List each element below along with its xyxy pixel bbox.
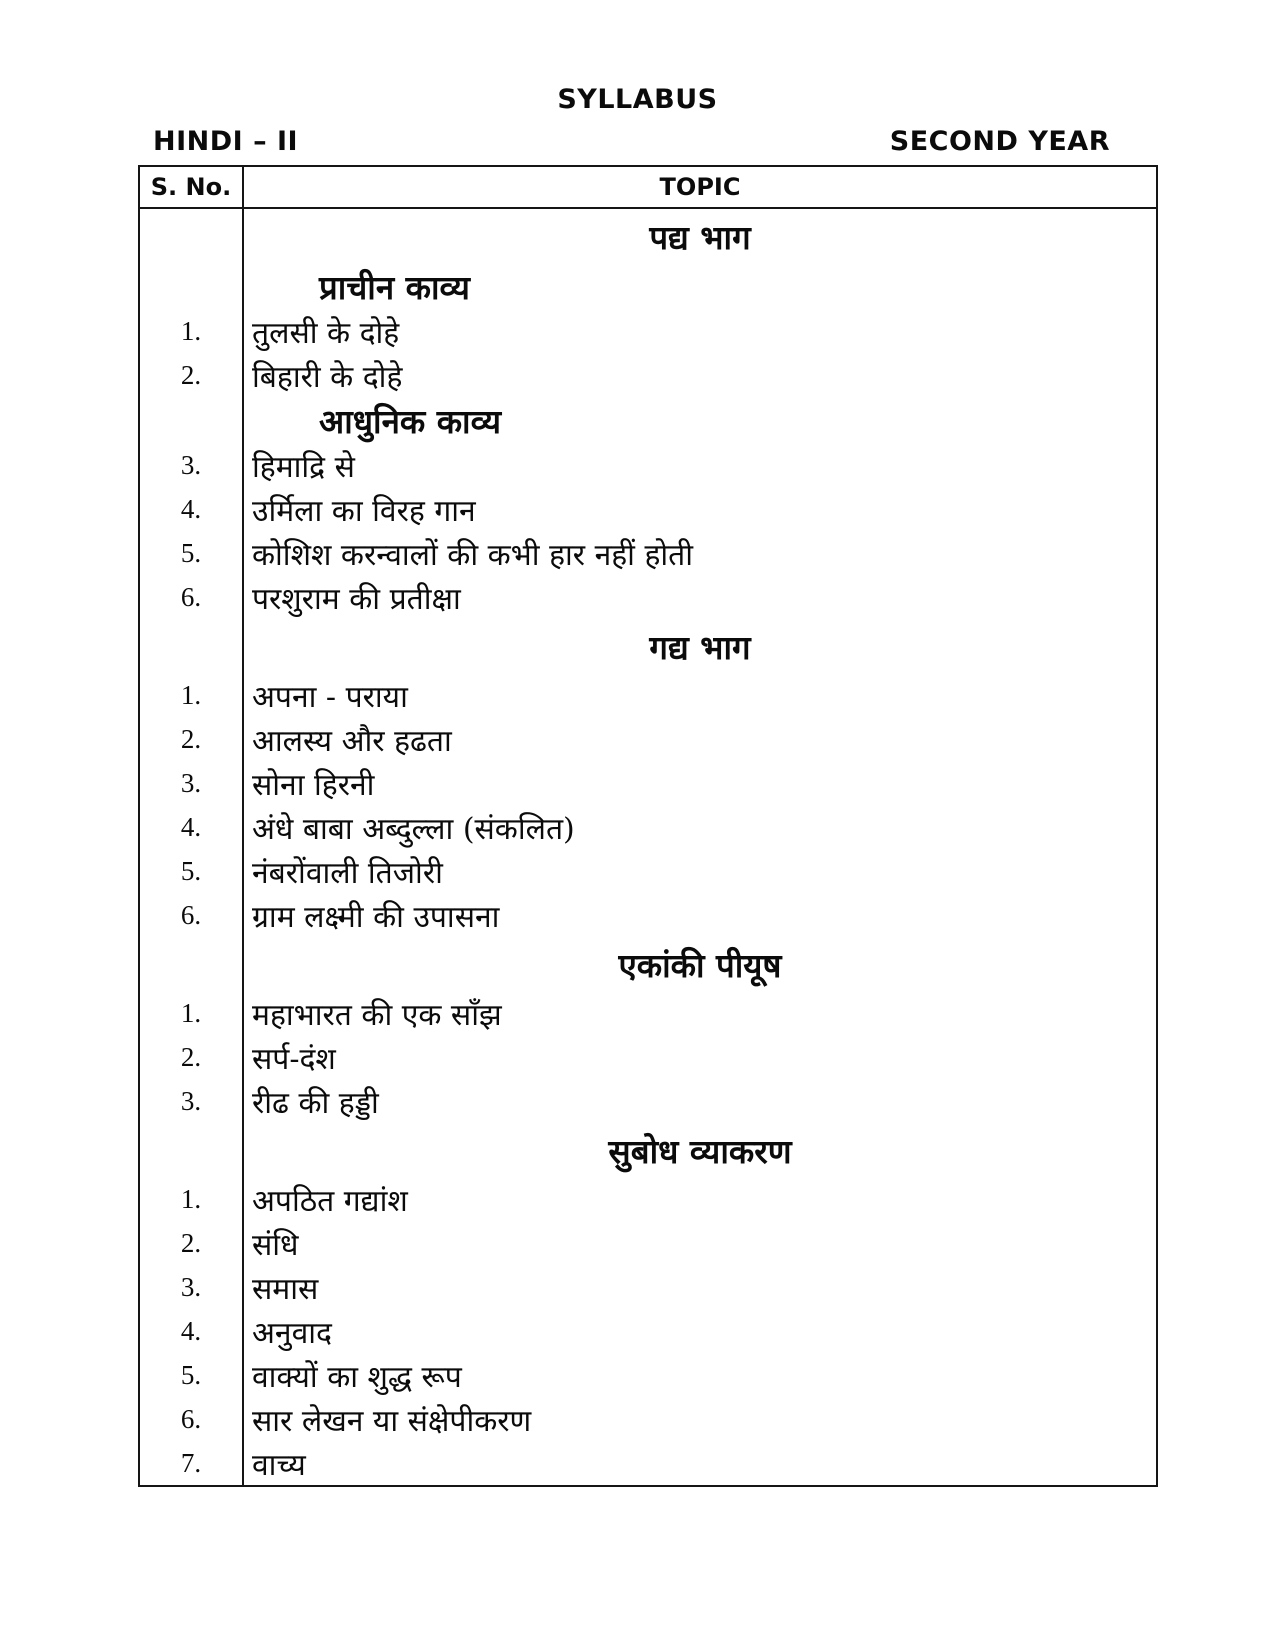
row-number: 1. bbox=[140, 309, 244, 353]
table-row bbox=[140, 717, 1156, 761]
topic-cell: समास bbox=[252, 1271, 319, 1307]
row-number bbox=[140, 397, 244, 443]
table-row bbox=[140, 531, 1156, 575]
row-number: 4. bbox=[140, 805, 244, 849]
table-row bbox=[140, 991, 1156, 1035]
year-label: SECOND YEAR bbox=[889, 126, 1110, 157]
row-number bbox=[140, 263, 244, 309]
syllabus-table bbox=[138, 165, 1158, 1487]
subject-label: HINDI – II bbox=[153, 126, 299, 157]
table-header-row bbox=[140, 167, 1156, 209]
table-row bbox=[140, 761, 1156, 805]
row-number: 4. bbox=[140, 1309, 244, 1353]
topic-cell: अपठित गद्यांश bbox=[252, 1183, 408, 1219]
row-number bbox=[140, 619, 244, 673]
table-row bbox=[140, 1353, 1156, 1397]
row-number bbox=[140, 937, 244, 991]
row-number: 5. bbox=[140, 849, 244, 893]
table-row bbox=[140, 1035, 1156, 1079]
table-row bbox=[140, 209, 1156, 263]
topic-column-header: TOPIC bbox=[659, 173, 741, 201]
row-number: 5. bbox=[140, 1353, 244, 1397]
row-number: 2. bbox=[140, 717, 244, 761]
row-number: 1. bbox=[140, 1177, 244, 1221]
subject-year-row bbox=[153, 126, 1110, 157]
table-row bbox=[140, 1441, 1156, 1485]
topic-cell: प्राचीन काव्य bbox=[319, 267, 470, 307]
table-row bbox=[140, 263, 1156, 309]
topic-cell: संधि bbox=[252, 1227, 299, 1263]
topic-cell: सुबोध व्याकरण bbox=[608, 1131, 792, 1171]
table-row bbox=[140, 1309, 1156, 1353]
table-row bbox=[140, 443, 1156, 487]
table-row bbox=[140, 1177, 1156, 1221]
topic-cell: परशुराम की प्रतीक्षा bbox=[252, 581, 461, 617]
topic-cell: अपना - पराया bbox=[252, 679, 408, 715]
table-row bbox=[140, 309, 1156, 353]
table-row bbox=[140, 487, 1156, 531]
topic-cell: गद्य भाग bbox=[649, 627, 751, 667]
table-row bbox=[140, 1265, 1156, 1309]
row-number: 3. bbox=[140, 1079, 244, 1123]
row-number: 6. bbox=[140, 575, 244, 619]
topic-cell: सोना हिरनी bbox=[252, 767, 375, 803]
table-row bbox=[140, 1079, 1156, 1123]
row-number: 6. bbox=[140, 893, 244, 937]
topic-cell: महाभारत की एक साँझ bbox=[252, 997, 502, 1033]
topic-cell: पद्य भाग bbox=[649, 217, 751, 257]
page-title: SYLLABUS bbox=[557, 84, 718, 115]
table-row bbox=[140, 619, 1156, 673]
topic-cell: वाच्य bbox=[252, 1447, 306, 1483]
topic-cell: सार लेखन या संक्षेपीकरण bbox=[252, 1403, 532, 1439]
row-number: 1. bbox=[140, 991, 244, 1035]
row-number bbox=[140, 209, 244, 263]
topic-cell: एकांकी पीयूष bbox=[618, 945, 782, 985]
table-body bbox=[140, 209, 1156, 1485]
row-number: 3. bbox=[140, 1265, 244, 1309]
topic-cell: सर्प-दंश bbox=[252, 1041, 336, 1077]
topic-cell: आलस्य और हढता bbox=[252, 723, 452, 759]
row-number: 6. bbox=[140, 1397, 244, 1441]
row-number: 4. bbox=[140, 487, 244, 531]
table-row bbox=[140, 805, 1156, 849]
table-row bbox=[140, 673, 1156, 717]
table-row bbox=[140, 937, 1156, 991]
table-row bbox=[140, 575, 1156, 619]
topic-cell: कोशिश करन्वालों की कभी हार नहीं होती bbox=[252, 537, 694, 573]
topic-cell: अंधे बाबा अब्दुल्ला (संकलित) bbox=[252, 811, 575, 847]
row-number bbox=[140, 1123, 244, 1177]
row-number: 2. bbox=[140, 1221, 244, 1265]
sno-column-header: S. No. bbox=[140, 167, 244, 207]
topic-cell: ग्राम लक्ष्मी की उपासना bbox=[252, 899, 500, 935]
table-row bbox=[140, 1397, 1156, 1441]
topic-cell: आधुनिक काव्य bbox=[319, 401, 502, 441]
topic-cell: तुलसी के दोहे bbox=[252, 315, 400, 351]
table-row bbox=[140, 1123, 1156, 1177]
row-number: 2. bbox=[140, 353, 244, 397]
topic-cell: रीढ की हड्डी bbox=[252, 1085, 379, 1121]
row-number: 5. bbox=[140, 531, 244, 575]
table-row bbox=[140, 397, 1156, 443]
topic-cell: नंबरोंवाली तिजोरी bbox=[252, 855, 443, 891]
topic-cell: हिमाद्रि से bbox=[252, 449, 355, 485]
row-number: 1. bbox=[140, 673, 244, 717]
topic-cell: बिहारी के दोहे bbox=[252, 359, 403, 395]
table-row bbox=[140, 849, 1156, 893]
row-number: 7. bbox=[140, 1441, 244, 1485]
topic-cell: अनुवाद bbox=[252, 1315, 332, 1351]
row-number: 3. bbox=[140, 443, 244, 487]
table-row bbox=[140, 893, 1156, 937]
topic-cell: वाक्यों का शुद्ध रूप bbox=[252, 1359, 462, 1395]
topic-cell: उर्मिला का विरह गान bbox=[252, 493, 476, 529]
row-number: 3. bbox=[140, 761, 244, 805]
table-row bbox=[140, 1221, 1156, 1265]
row-number: 2. bbox=[140, 1035, 244, 1079]
table-row bbox=[140, 353, 1156, 397]
